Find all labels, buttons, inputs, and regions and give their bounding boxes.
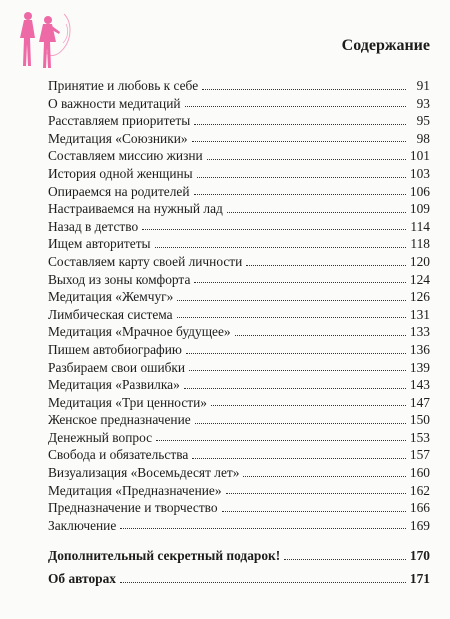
toc-entry [48,200,430,218]
toc-entry [48,341,430,359]
toc-entry-page: 143 [409,377,430,393]
toc-entry-page: 131 [409,306,430,322]
toc-entry-title: Медитация «Жемчуг» [48,289,174,305]
dot-leader [227,211,406,213]
toc-entry-page: 109 [409,201,430,217]
toc-entry-title: Свобода и обязательства [48,447,189,463]
toc-entry-page: 160 [409,465,430,481]
dot-leader [226,492,406,494]
dot-leader [192,457,406,459]
toc-entry-title: Дополнительный секретный подарок! [48,548,281,564]
toc-entry [48,359,430,377]
toc-entry-page: 157 [409,447,430,463]
toc-entry-page: 150 [409,412,430,428]
table-of-contents [48,77,430,588]
toc-entry [48,394,430,412]
toc-entry [48,376,430,394]
toc-entry-title: Медитация «Три ценности» [48,394,207,410]
toc-entry-page: 153 [409,429,430,445]
dot-leader [189,369,406,371]
toc-entry-page: 120 [409,253,430,269]
spacer [48,534,430,547]
toc-entry-page: 162 [409,482,430,498]
toc-entry [48,429,430,447]
toc-entry-page: 95 [416,113,430,129]
dot-leader [186,352,406,354]
toc-entry [48,517,430,535]
dot-leader [246,264,406,266]
toc-entry [48,147,430,165]
toc-entry-page: 166 [409,500,430,516]
toc-entry-page: 169 [409,517,430,533]
toc-entry-title: Визуализация «Восемьдесят лет» [48,465,240,481]
toc-entry [48,77,430,95]
toc-entry [48,112,430,130]
dot-leader [185,105,406,107]
toc-entry-title: Назад в детство [48,218,139,234]
toc-entry [48,165,430,183]
dot-leader [177,316,406,318]
toc-entry [48,288,430,306]
dot-leader [120,581,406,583]
toc-entry-title: Медитация «Предназначение» [48,482,222,498]
dot-leader [222,510,406,512]
toc-entry-title: Лимбическая система [48,306,173,322]
dot-leader [194,193,406,195]
toc-entry-page: 171 [409,571,430,587]
toc-entry-page: 106 [409,183,430,199]
toc-entry-title: Составляем миссию жизни [48,148,203,164]
dot-leader [197,176,406,178]
toc-entry [48,130,430,148]
women-silhouette-logo [6,8,76,72]
dot-leader [243,475,405,477]
toc-entry-page: 118 [410,236,430,252]
dot-leader [194,123,406,125]
dot-leader [120,527,406,529]
toc-entry-page: 147 [409,394,430,410]
toc-entry-title: История одной женщины [48,165,193,181]
dot-leader [235,334,406,336]
toc-entry-title: Медитация «Союзники» [48,130,188,146]
toc-entry [48,323,430,341]
dot-leader [194,281,406,283]
toc-entry [48,464,430,482]
toc-entry-title: Женское предназначение [48,412,191,428]
toc-entry [48,446,430,464]
toc-entry-title: Денежный вопрос [48,429,153,445]
dot-leader [156,439,406,441]
toc-entry [48,253,430,271]
dot-leader [211,404,406,406]
toc-entry-page: 93 [416,95,430,111]
dot-leader [177,299,406,301]
toc-entry [48,235,430,253]
toc-entry [48,306,430,324]
toc-entry-title: Выход из зоны комфорта [48,271,191,287]
toc-entry-page: 139 [409,359,430,375]
dot-leader [155,246,406,248]
toc-entry-page: 170 [409,548,430,564]
page-title: Содержание [341,37,430,54]
toc-entry-page: 91 [416,78,430,93]
toc-entry-title: Принятие и любовь к себе [48,78,199,93]
dot-leader [192,140,406,142]
toc-entry-page: 126 [409,289,430,305]
toc-entry [48,499,430,517]
dot-leader [284,558,406,560]
toc-entry-title: Ищем авторитеты [48,236,151,252]
toc-entry-title: Разбираем свои ошибки [48,359,186,375]
toc-entry-title: Медитация «Развилка» [48,377,180,393]
dot-leader [184,387,406,389]
toc-entry [48,95,430,113]
toc-extra-entry [48,547,430,565]
toc-entry [48,271,430,289]
toc-entry [48,411,430,429]
toc-entry [48,482,430,500]
dot-leader [142,228,406,230]
toc-entry-page: 103 [409,165,430,181]
toc-entry-page: 114 [410,218,430,234]
toc-entry-title: Предназначение и творчество [48,500,218,516]
toc-entry-page: 133 [409,324,430,340]
toc-entry-title: Составляем карту своей личности [48,253,243,269]
toc-entry-title: Настраиваемся на нужный лад [48,201,223,217]
toc-entry-title: О важности медитаций [48,95,181,111]
toc-entry-page: 136 [409,341,430,357]
toc-entry-title: Заключение [48,517,117,533]
dot-leader [207,158,406,160]
toc-entry-title: Медитация «Мрачное будущее» [48,324,231,340]
dot-leader [202,88,406,90]
toc-entry-title: Расставляем приоритеты [48,113,191,129]
toc-entry [48,218,430,236]
toc-extra-entry [48,570,430,588]
toc-entry-title: Об авторах [48,571,116,587]
toc-entry-title: Пишем автобиографию [48,341,182,357]
toc-entry-page: 101 [409,148,430,164]
toc-entry-title: Опираемся на родителей [48,183,190,199]
toc-entry [48,183,430,201]
dot-leader [195,422,406,424]
toc-entry-page: 98 [416,130,430,146]
toc-entry-page: 124 [409,271,430,287]
